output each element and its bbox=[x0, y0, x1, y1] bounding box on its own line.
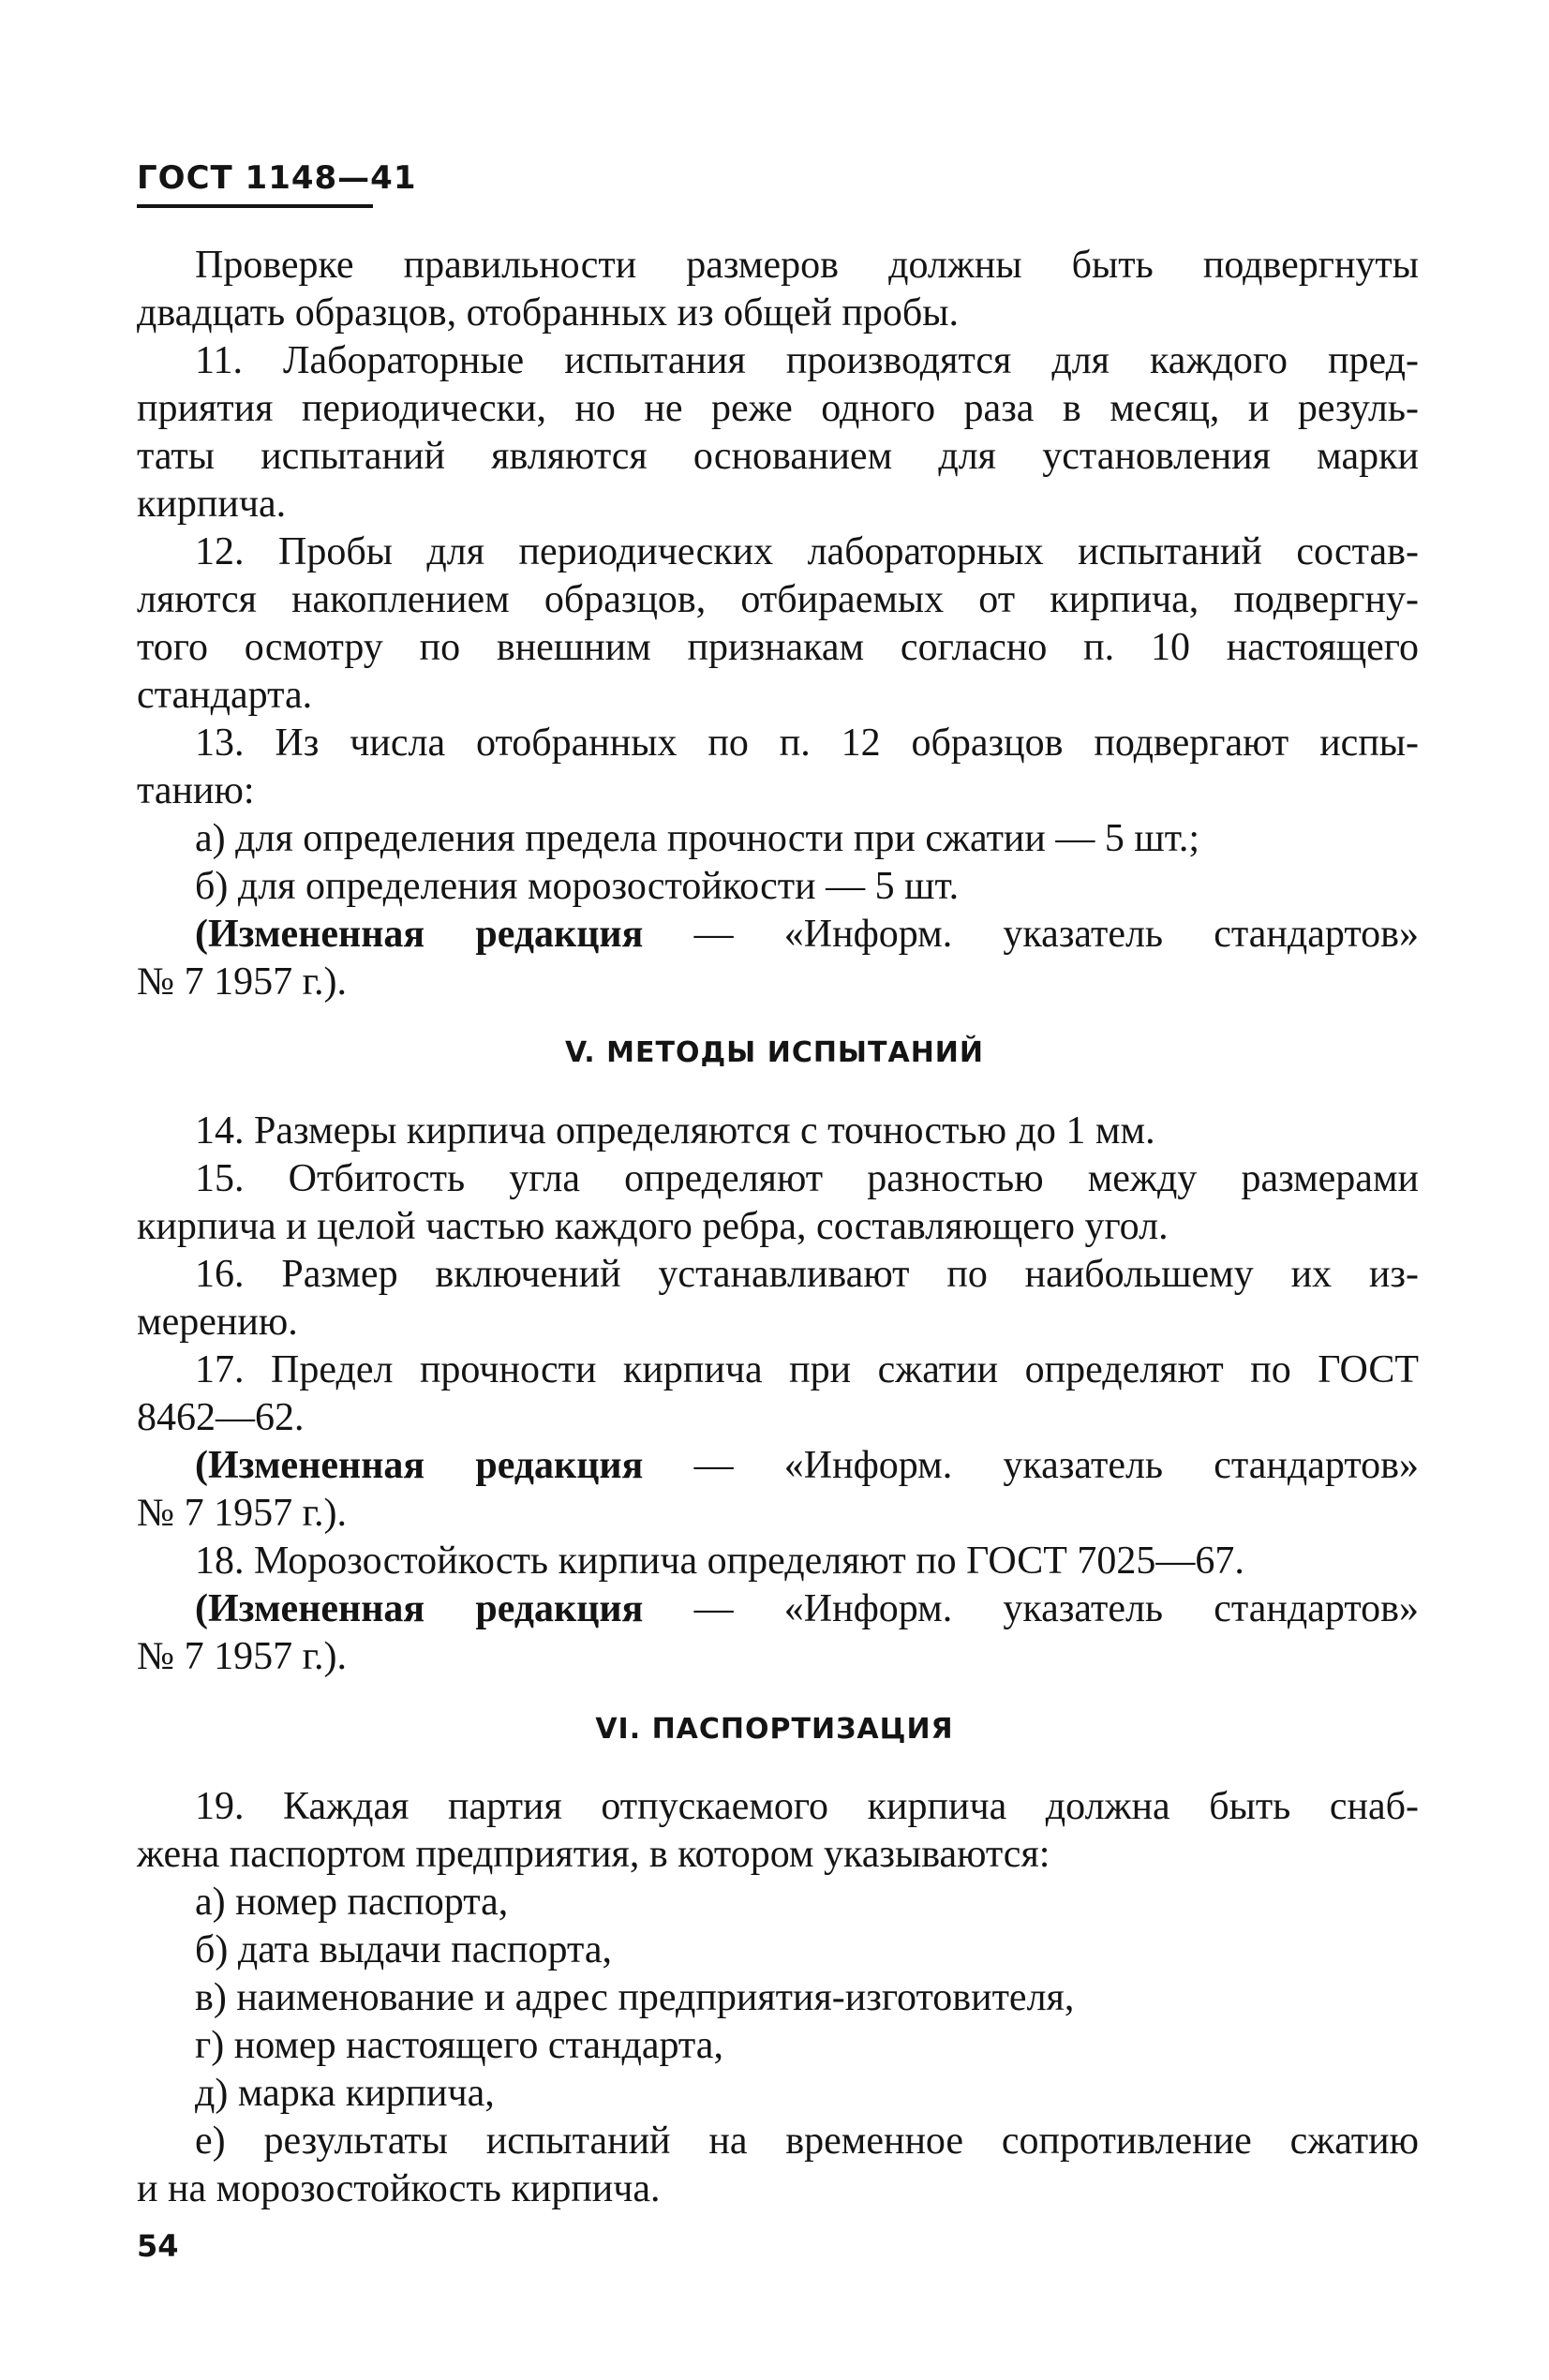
list-item: д) марка кирпича, bbox=[195, 2072, 495, 2115]
amendment-note bbox=[195, 911, 1419, 958]
section-heading: V. МЕТОДЫ ИСПЫТАНИЙ bbox=[564, 1036, 985, 1069]
amendment-text: — «Информ. указатель стандартов» bbox=[693, 1587, 1419, 1630]
header-underline bbox=[137, 204, 373, 208]
text-line: 11. Лабораторные испытания производятся для каждого пред- bbox=[195, 339, 1419, 382]
text-line: мерению. bbox=[137, 1301, 298, 1344]
text-line: 17. Предел прочности кирпича при сжатии определяют по ГОСТ bbox=[195, 1348, 1419, 1391]
amendment-note bbox=[195, 1442, 1419, 1489]
text-line: двадцать образцов, отобранных из общей пробы. bbox=[137, 291, 959, 335]
amendment-label: (Измененная редакция bbox=[195, 1444, 644, 1487]
text-line: 15. Отбитость угла определяют разностью между размерами bbox=[195, 1157, 1419, 1200]
list-item: г) номер настоящего стандарта, bbox=[195, 2024, 723, 2067]
page-number: 54 bbox=[137, 2228, 179, 2264]
text-line: Проверке правильности размеров должны быть подвергнуты bbox=[195, 244, 1419, 287]
list-item: а) номер паспорта, bbox=[195, 1881, 509, 1924]
amendment-note bbox=[195, 1585, 1419, 1632]
list-item: а) для определения предела прочности при сжатии — 5 шт.; bbox=[195, 817, 1200, 860]
text-line: танию: bbox=[137, 769, 255, 812]
text-line: № 7 1957 г.). bbox=[137, 960, 348, 1004]
text-line: 16. Размер включений устанавливают по наибольшему их из- bbox=[195, 1253, 1419, 1296]
text-line: 19. Каждая партия отпускаемого кирпича должна быть снаб- bbox=[195, 1785, 1419, 1828]
amendment-label: (Измененная редакция bbox=[195, 913, 644, 956]
standard-header: ГОСТ 1148—41 bbox=[137, 159, 417, 197]
amendment-label: (Измененная редакция bbox=[195, 1587, 644, 1630]
text-line: кирпича и целой частью каждого ребра, составляющего угол. bbox=[137, 1205, 1169, 1248]
amendment-text: — «Информ. указатель стандартов» bbox=[693, 913, 1419, 956]
text-line: того осмотру по внешним признакам согласно п. 10 настоящего bbox=[137, 626, 1419, 669]
text-line: 14. Размеры кирпича определяются с точностью до 1 мм. bbox=[195, 1109, 1155, 1153]
list-item: б) для определения морозостойкости — 5 шт. bbox=[195, 865, 960, 908]
list-item: б) дата выдачи паспорта, bbox=[195, 1928, 612, 1971]
text-line: кирпича. bbox=[137, 483, 287, 526]
text-line: 12. Пробы для периодических лабораторных испытаний состав- bbox=[195, 530, 1419, 573]
section-heading: VI. ПАСПОРТИЗАЦИЯ bbox=[595, 1713, 954, 1746]
text-line: № 7 1957 г.). bbox=[137, 1635, 348, 1678]
text-line: 13. Из числа отобранных по п. 12 образцов подвергают испы- bbox=[195, 721, 1419, 765]
list-item: в) наименование и адрес предприятия-изготовителя, bbox=[195, 1976, 1075, 2019]
amendment-text: — «Информ. указатель стандартов» bbox=[693, 1444, 1419, 1487]
text-line: 8462—62. bbox=[137, 1396, 305, 1439]
text-line: таты испытаний являются основанием для установления марки bbox=[137, 435, 1419, 478]
text-line: 18. Морозостойкость кирпича определяют по ГОСТ 7025—67. bbox=[195, 1540, 1244, 1583]
text-line: № 7 1957 г.). bbox=[137, 1492, 348, 1535]
list-item: е) результаты испытаний на временное сопротивление сжатию bbox=[195, 2120, 1419, 2163]
text-line: жена паспортом предприятия, в котором указываются: bbox=[137, 1833, 1050, 1876]
text-line: стандарта. bbox=[137, 674, 313, 717]
text-line: и на морозостойкость кирпича. bbox=[137, 2167, 661, 2210]
text-line: приятия периодически, но не реже одного раза в месяц, и резуль- bbox=[137, 387, 1419, 430]
text-line: ляются накоплением образцов, отбираемых от кирпича, подвергну- bbox=[137, 578, 1419, 621]
